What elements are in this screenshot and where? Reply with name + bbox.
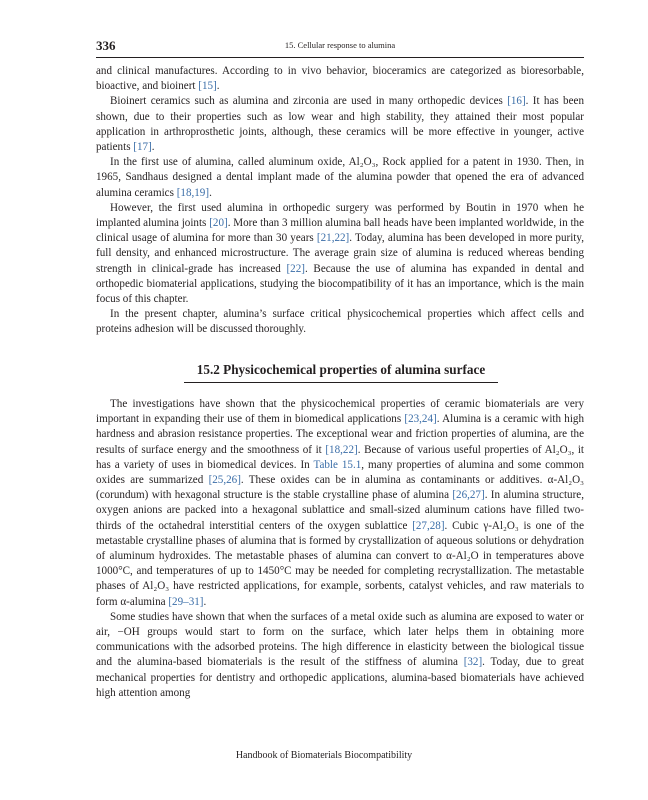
body-text-top	[96, 64, 584, 338]
paragraph: In the first use of alumina, called aluminum oxide, Al₂O₃, Rock applied for a patent in 1930. Then, in 1965, Sandhaus designed a dental implant made of the alumina powder that opened the era of advanced alumina ceramics [18,19].	[96, 156, 584, 199]
citation-link[interactable]: [21,22]	[316, 232, 350, 245]
section-rule	[184, 382, 498, 383]
citation-link[interactable]: [17]	[133, 141, 152, 154]
citation-link[interactable]: [29–31]	[168, 595, 204, 608]
citation-link[interactable]: [25,26]	[208, 474, 241, 487]
citation-link[interactable]: [18,19]	[176, 186, 210, 199]
citation-link[interactable]: [23,24]	[404, 413, 437, 426]
paragraph: Bioinert ceramics such as alumina and zirconia are used in many orthopedic devices [16]. It has been shown, due to their properties such as low wear and high stability, they attained their most popular application in arthroprosthetic joints, although, these ceramics will be more effective in younger, active patients [17].	[96, 95, 584, 154]
running-title: 15. Cellular response to alumina	[284, 40, 396, 50]
paragraph: In the present chapter, alumina’s surface critical physicochemical properties which affect cells and proteins adhesion will be discussed thoroughly.	[96, 308, 584, 336]
citation-link[interactable]: [15]	[198, 80, 217, 93]
page-footer: Handbook of Biomaterials Biocompatibility	[235, 750, 413, 761]
paragraph: However, the first used alumina in orthopedic surgery was performed by Boutin in 1970 when he implanted alumina joints [20]. More than 3 million alumina ball heads have been implanted worldwide, in the clinical usage of alumina for more than 30 years [21,22]. Today, alumina has been developed in more purity, full density, and enhanced microstructure. The average grain size of alumina is reduced whereas bending strength in clinical-grade has increased [22]. Because the use of alumina has expanded in dental and orthopedic biomaterial applications, studying the biocompatibility of it has an importance, which is the main focus of this chapter.	[96, 201, 585, 306]
paragraph: The investigations have shown that the physicochemical properties of ceramic biomaterials are very important in expanding their use of them in biomedical applications [23,24]. Alumina is a ceramic with high hardness and abrasion resistance properties. The exceptional wear and friction properties of alumina, are the results of surface energy and the smoothness of it [18,22]. Because of various useful properties of Al₂O₃, it has a variety of uses in biomedical devices. In Table 15.1, many properties of alumina and some common oxides are summarized [25,26]. These oxides can be in alumina as contaminants or additives. α-Al₂O₃ (corundum) with hexagonal structure is the stable crystalline phase of alumina [26,27]. In alumina structure, oxygen anions are packed into a hexagonal sublattice and small-sized aluminum cations have filled two-thirds of the octahedral interstitial centers of the oxygen sublattice [27,28]. Cubic γ-Al₂O₃ is one of the metastable crystalline phases of alumina that is formed by crystallization of aqueous solutions or dehydration of aluminum hydroxides. The metastable phases of alumina can convert to α-Al₂O in temperatures above 1000°C, and temperatures of up to 1450°C may be needed for completing recrystallization. The metastable phases of Al₂O₃ have restricted applications, for example, sorbents, catalyst vehicles, and raw materials to form α-alumina [29–31].	[96, 398, 585, 608]
citation-link[interactable]: [20]	[209, 217, 228, 230]
citation-link[interactable]: [32]	[463, 656, 483, 669]
citation-link[interactable]: [22]	[286, 262, 305, 275]
citation-link[interactable]: Table 15.1	[313, 458, 362, 471]
body-text-bottom	[96, 397, 584, 701]
section-title: 15.2 Physicochemical properties of alumina surface	[196, 362, 486, 377]
citation-link[interactable]: [27,28]	[412, 519, 445, 532]
citation-link[interactable]: [18,22]	[325, 443, 358, 456]
paragraph: and clinical manufactures. According to in vivo behavior, bioceramics are categorized as bioresorbable, bioactive, and bioinert [15].	[96, 65, 584, 93]
citation-link[interactable]: [16]	[507, 95, 526, 108]
header-rule	[96, 57, 584, 58]
page-number: 336	[96, 38, 116, 53]
page-header	[96, 36, 584, 58]
paragraph: Some studies have shown that when the surfaces of a metal oxide such as alumina are exposed to water or air, −OH groups would start to form on the surface, which later helps them in obtaining more communications with the adsorbed proteins. The high difference in elasticity between the biological tissue and the alumina-based biomaterials is the result of the stiffness of alumina [32]. Today, due to great mechanical properties for dentistry and orthopedic applications, alumina-based biomaterials have achieved high attention among	[96, 610, 584, 699]
citation-link[interactable]: [26,27]	[452, 489, 485, 502]
section-heading	[96, 361, 584, 387]
